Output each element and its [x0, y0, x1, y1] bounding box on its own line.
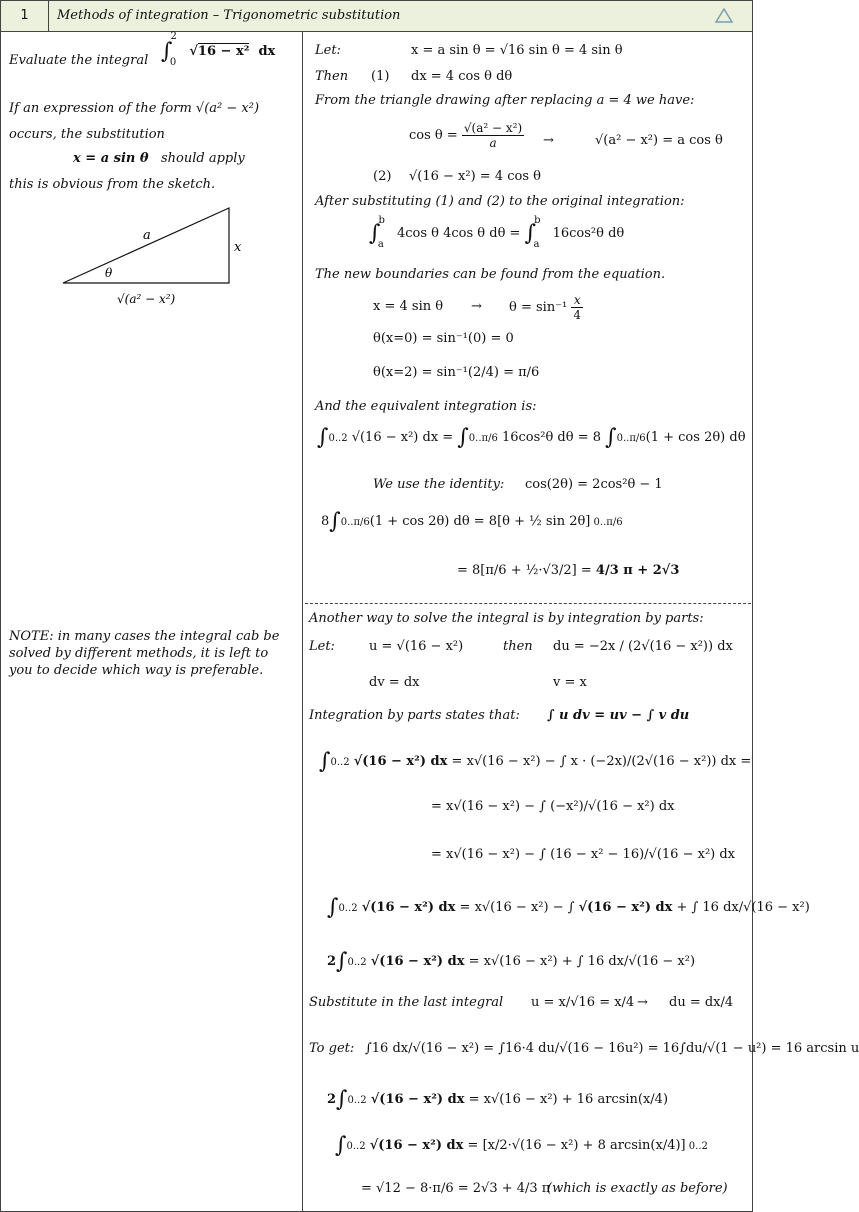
parts-let: Let: [309, 639, 335, 654]
triangle-angle-label: θ [105, 266, 113, 280]
problem-number: 1 [1, 1, 49, 31]
let-label: Let: [315, 43, 341, 58]
section-divider [305, 603, 751, 604]
equivalent-integral: ∫0..2 √(16 − x²) dx = ∫0..π/6 16cos²θ dθ = 8 ∫0..π/6(1 + cos 2θ) dθ [317, 425, 746, 450]
triangle-hyp-label: a [143, 228, 151, 243]
theta-x0: θ(x=0) = sin⁻¹(0) = 0 [373, 331, 514, 346]
arrow: → [543, 133, 554, 148]
arrow-3: → [637, 995, 648, 1010]
parts-step-3: = x√(16 − x²) − ∫ (16 − x² − 16)/√(16 − x²) dx [431, 847, 736, 862]
parts-step-7: ∫0..2 √(16 − x²) dx = [x/2·√(16 − x²) + 8 arcsin(x/4)] 0..2 [335, 1133, 708, 1158]
theta-x2: θ(x=2) = sin⁻¹(2/4) = π/6 [373, 365, 540, 380]
identity: cos(2θ) = 2cos²θ − 1 [525, 477, 663, 492]
parts-intro: Another way to solve the integral is by integration by parts: [309, 611, 704, 626]
substitute-text: Substitute in the last integral [309, 995, 504, 1010]
cos-fraction: cos θ = $\frac{\text{√(a² − x²)}}{a}$ [409, 121, 523, 150]
main-integral: ∫$^2_0$ √16 − x² dx [161, 31, 276, 68]
integral-evaluation: 8∫0..π/6(1 + cos 2θ) dθ = 8[θ + ½ sin 2θ] 0..π/6 [321, 509, 623, 534]
note-line-2: solved by different methods, it is left to [9, 646, 269, 661]
occurs-text: occurs, the substitution [9, 127, 165, 142]
should-apply: should apply [161, 151, 245, 166]
identity-text: We use the identity: [373, 477, 505, 492]
sub-u: u = x/√16 = x/4 [531, 995, 635, 1010]
to-get-chain: ∫16 dx/√(16 − x²) = ∫16·4 du/√(16 − 16u²) = 16∫du/√(1 − u²) = 16 arcsin u [365, 1041, 859, 1056]
parts-step-2: = x√(16 − x²) − ∫ (−x²)/√(16 − x²) dx [431, 799, 675, 814]
parts-step-6: 2∫0..2 √(16 − x²) dx = x√(16 − x²) + 16 arcsin(x/4) [327, 1087, 669, 1112]
let-equation: x = a sin θ = √16 sin θ = 4 sin θ [411, 43, 623, 58]
eq1: dx = 4 cos θ dθ [411, 69, 513, 84]
v-definition: v = x [553, 675, 587, 690]
u-definition: u = √(16 − x²) [369, 639, 464, 654]
du-definition: du = −2x / (2√(16 − x²)) dx [553, 639, 733, 654]
then-word: then [503, 639, 533, 654]
cos-result: √(a² − x²) = a cos θ [595, 133, 723, 148]
sub-du: du = dx/4 [669, 995, 734, 1010]
note-line-1: NOTE: in many cases the integral cab be [9, 629, 280, 644]
result-line: = 8[π/6 + ½·√3/2] = 4/3 π + 2√3 [457, 563, 680, 578]
column-divider [302, 32, 303, 1211]
header-bar [1, 1, 752, 32]
dv-definition: dv = dx [369, 675, 420, 690]
arrow-2: → [471, 299, 482, 314]
parts-step-5: 2∫0..2 √(16 − x²) dx = x√(16 − x²) + ∫ 16 dx/√(16 − x²) [327, 949, 696, 974]
equivalent-text: And the equivalent integration is: [315, 399, 537, 414]
obvious-text: this is obvious from the sketch. [9, 177, 216, 192]
parts-formula: ∫ u dv = uv − ∫ v du [547, 708, 690, 723]
boundaries-text: The new boundaries can be found from the equation. [315, 267, 666, 282]
triangle-adj-label: √(a² − x²) [117, 292, 176, 306]
triangle-opp-label: x [234, 240, 242, 255]
after-sub-text: After substituting (1) and (2) to the original integration: [315, 194, 685, 209]
to-get: To get: [309, 1041, 355, 1056]
parts-states: Integration by parts states that: [309, 708, 520, 723]
page-title: Methods of integration – Trigonometric substitution [57, 8, 401, 23]
form-text: If an expression of the form √(a² − x²) [9, 101, 260, 116]
triangle-sketch [51, 201, 271, 311]
parts-step-4: ∫0..2 √(16 − x²) dx = x√(16 − x²) − ∫ √(16 − x²) dx + ∫ 16 dx/√(16 − x²) [327, 895, 810, 920]
theta-eq: x = 4 sin θ [373, 299, 444, 314]
eq2-tag: (2) [373, 169, 392, 184]
final-line: = √12 − 8·π/6 = 2√3 + 4/3 π [361, 1181, 551, 1196]
sub-integral: ∫$^b_a$ 4cos θ 4cos θ dθ = ∫$^b_a$ 16cos²θ dθ [369, 215, 625, 250]
exactly-note: (which is exactly as before) [547, 1181, 728, 1196]
eq1-tag: (1) [371, 69, 390, 84]
evaluate-label: Evaluate the integral [9, 53, 149, 68]
theta-inverse: θ = sin⁻¹ $\frac{x}{4}$ [509, 293, 582, 322]
parts-step-1: ∫0..2 √(16 − x²) dx = x√(16 − x²) − ∫ x · (−2x)/(2√(16 − x²)) dx = [319, 749, 752, 774]
triangle-icon[interactable] [714, 7, 734, 24]
then-label: Then [315, 69, 349, 84]
eq2: √(16 − x²) = 4 cos θ [409, 169, 541, 184]
note-line-3: you to decide which way is preferable. [9, 663, 264, 678]
substitution-formula: x = a sin θ [73, 151, 149, 166]
triangle-text: From the triangle drawing after replacing a = 4 we have: [315, 93, 695, 108]
